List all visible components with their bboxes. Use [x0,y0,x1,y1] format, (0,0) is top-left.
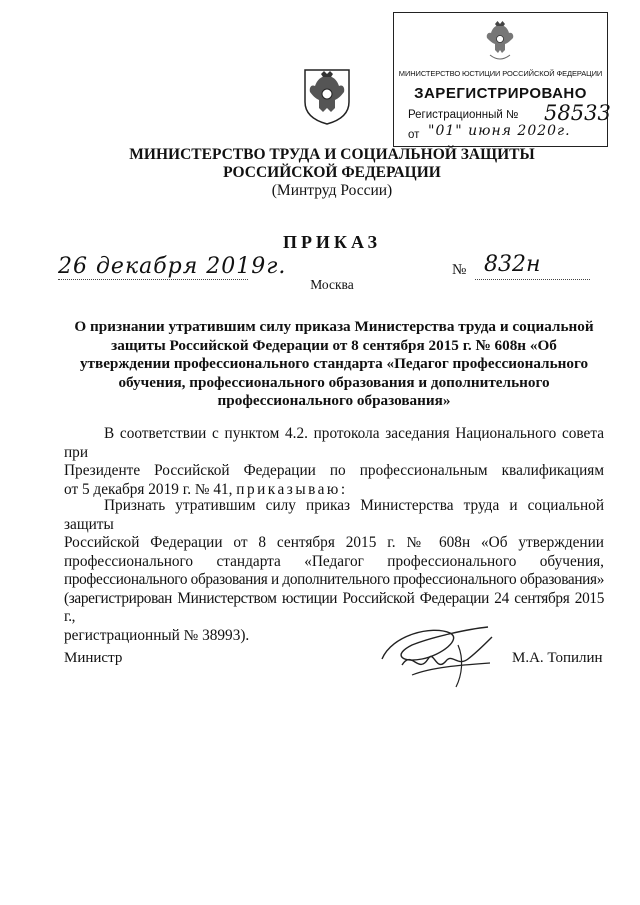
clause-line-3: профессионального стандарта «Педагог профессионального обучения, [64,552,604,570]
clause-line-4: профессионального образования и дополнительного профессионального образования» [64,571,604,588]
order-date: 26 декабря 2019г. [58,254,287,279]
handwritten-signature [372,615,512,695]
signatory-name: М.А. Топилин [512,650,603,666]
order-subject: О признании утратившим силу приказа Министерства труда и социальной защиты Российской Федерации от 8 сентября 2015 г. № 608н «Об утверждении профессионального стандарта «Педагог профессионального обучения, профессионального образования и дополнительного профессионального образования» [74,318,594,409]
clause-line-2: Российской Федерации от 8 сентября 2015 г. № 608н «Об утверждении [64,534,604,551]
order-number: 832н [484,252,541,277]
ministry-line-2: РОССИЙСКОЙ ФЕДЕРАЦИИ [223,164,441,181]
ministry-short-name: (Минтруд России) [271,182,393,199]
order-title: ПРИКАЗ [282,232,382,252]
ministry-name [0,146,640,182]
signatory-position: Министр [64,650,123,666]
stamp-registered-label: ЗАРЕГИСТРИРОВАНО [414,85,587,102]
clause-line-5: (зарегистрирован Министерством юстиции Российской Федерации 24 сентября 2015 г., [64,589,604,625]
stamp-date-value: "01" июня 2020г. [428,123,571,139]
stamp-date-label: от [408,129,420,141]
preamble-line-2: Президенте Российской Федерации по профессиональным квалификациям [64,462,604,479]
order-number-label: № [452,262,467,278]
stamp-ministry-name: МИНИСТЕРСТВО ЮСТИЦИИ РОССИЙСКОЙ ФЕДЕРАЦИИ [398,69,603,78]
order-preamble [64,425,604,499]
order-directive: приказываю: [236,480,348,498]
stamp-regno-label: Регистрационный № [408,109,519,121]
stamp-regno-value: 58533 [544,101,611,125]
order-clause [64,497,604,645]
order-city: Москва [310,277,354,292]
ministry-line-1: МИНИСТЕРСТВО ТРУДА И СОЦИАЛЬНОЙ ЗАЩИТЫ [129,146,535,163]
stamp-emblem-icon [482,19,518,65]
registration-stamp [393,12,611,147]
clause-line-6: регистрационный № 38993). [64,626,250,644]
preamble-line-1: В соответствии с пунктом 4.2. протокола заседания Национального совета при [64,425,604,461]
coat-of-arms-emblem [301,62,353,126]
preamble-line-3: от 5 декабря 2019 г. № 41, приказываю: [64,480,348,498]
clause-line-1: Признать утратившим силу приказ Министерства труда и социальной защиты [64,497,604,533]
